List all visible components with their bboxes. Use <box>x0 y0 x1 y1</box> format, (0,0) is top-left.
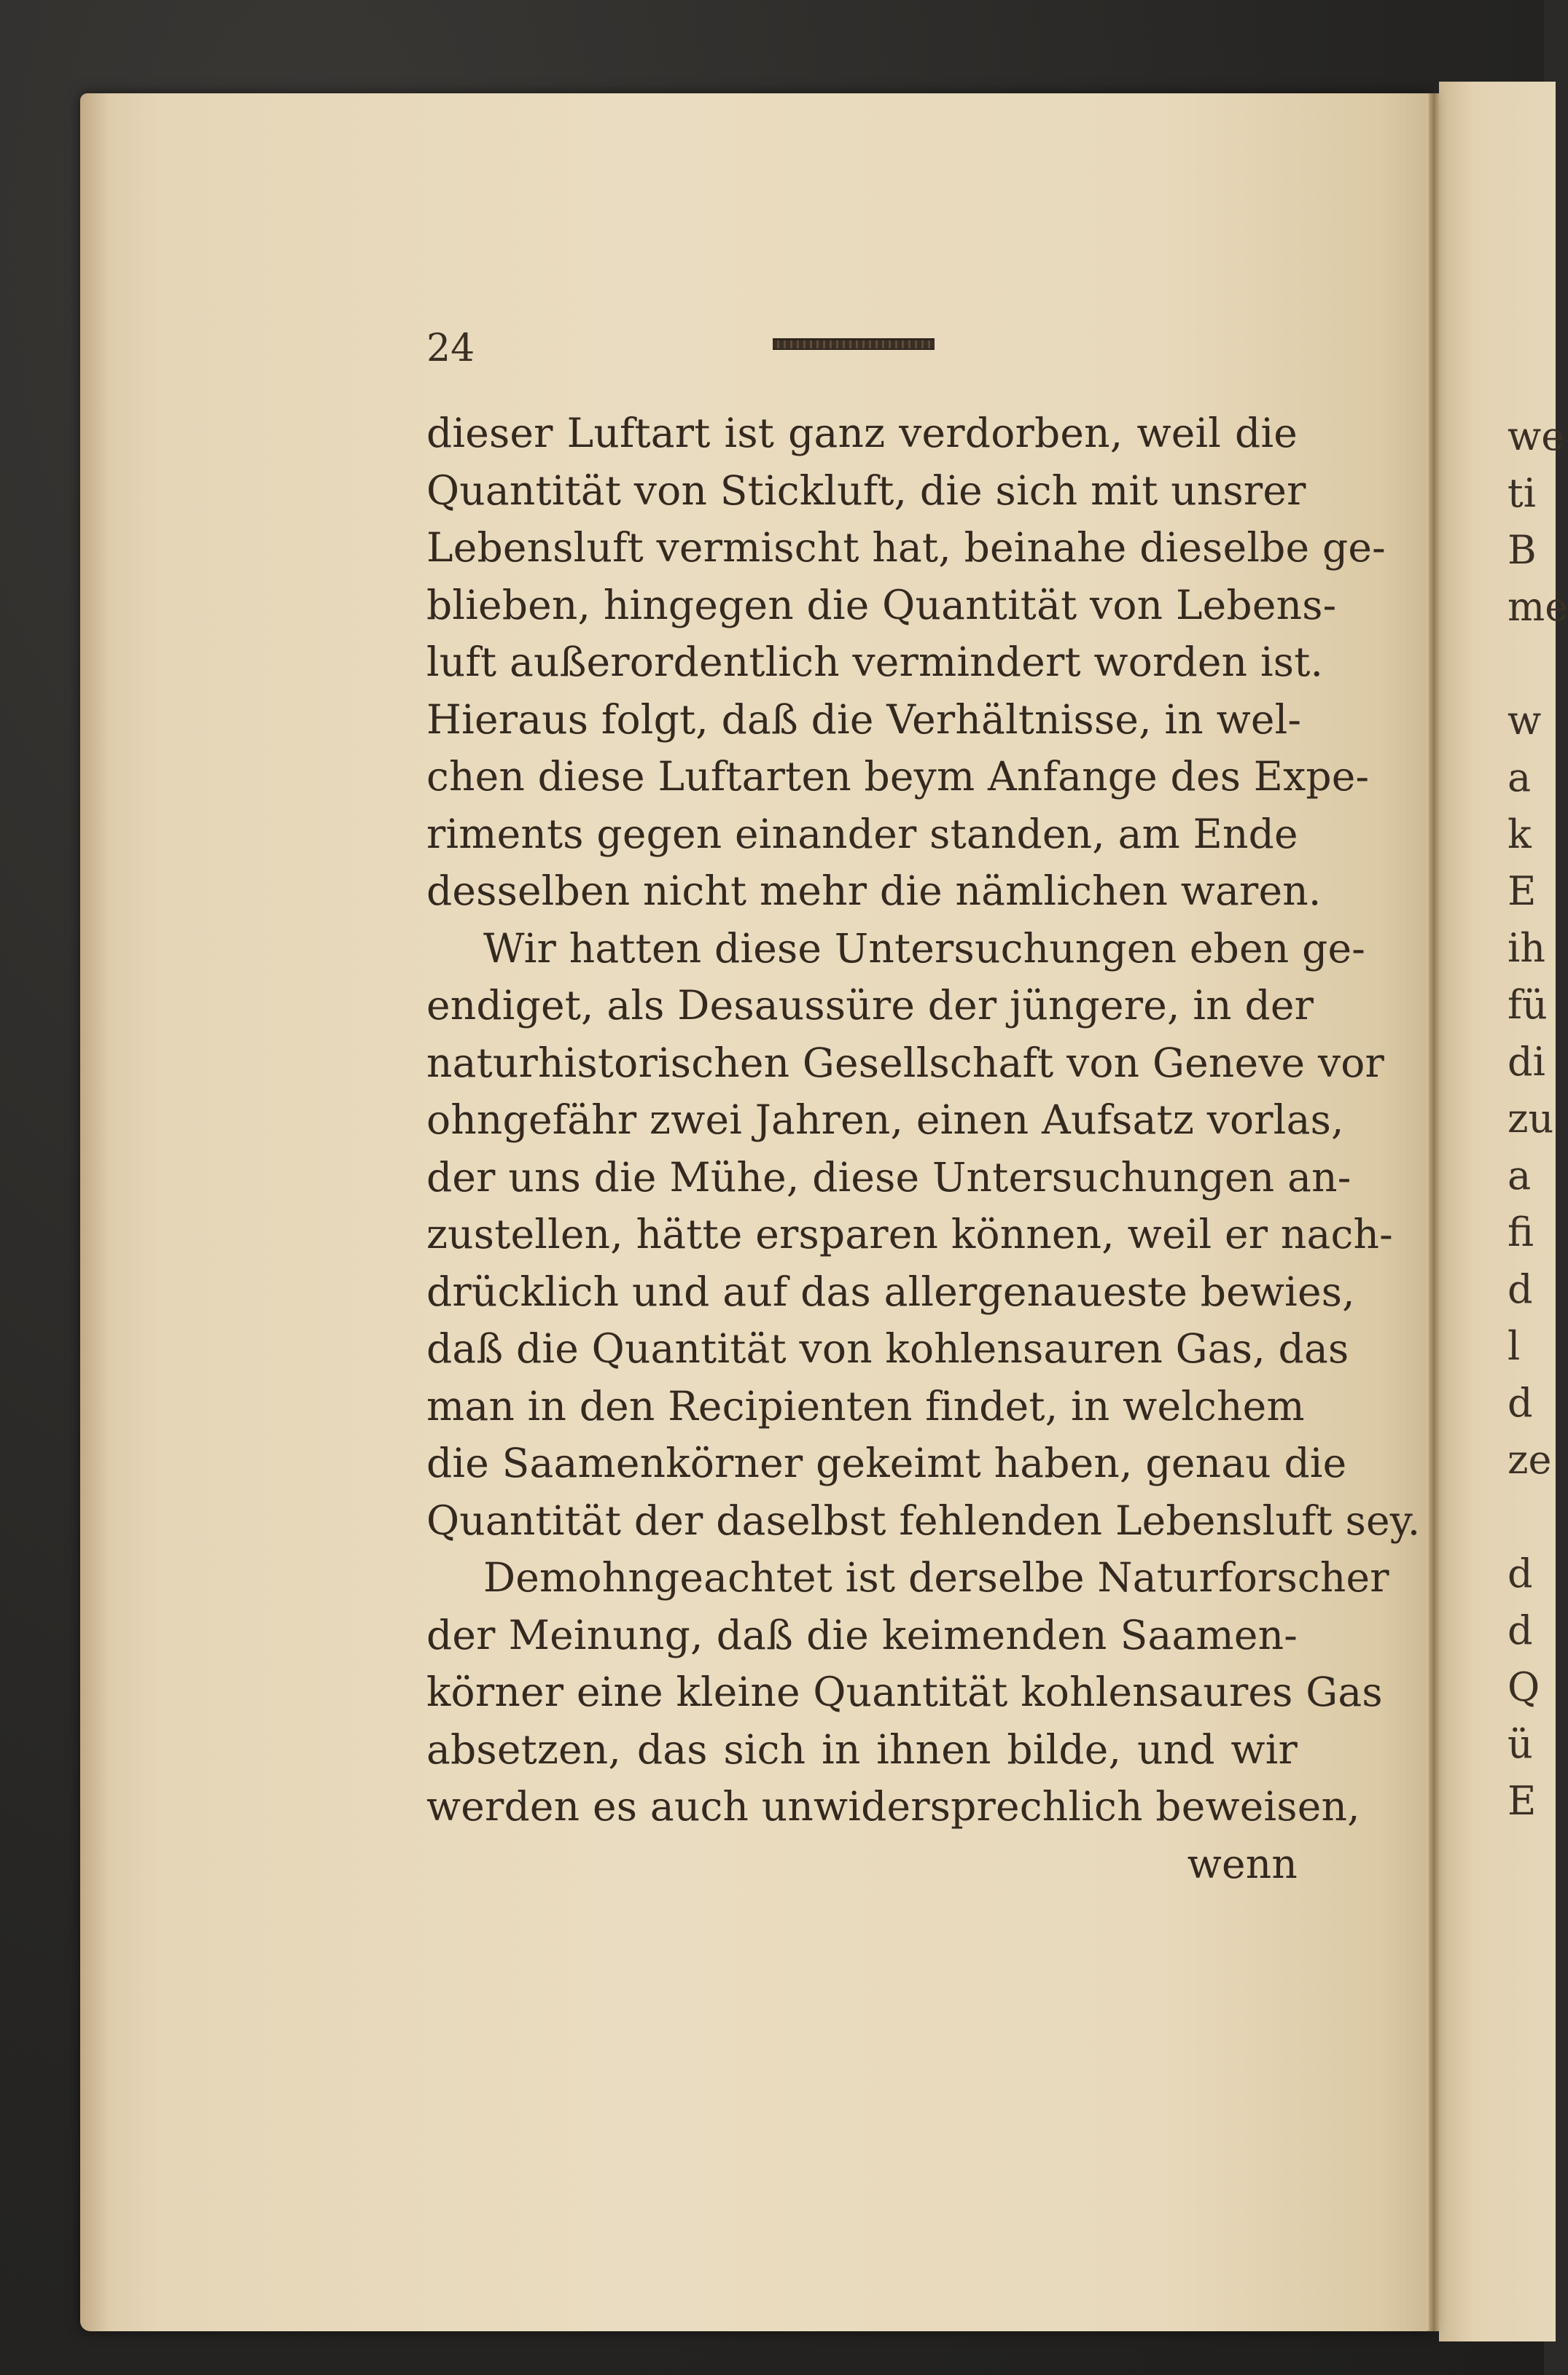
text-line: daß die Quantität von kohlensauren Gas, das <box>426 1325 1349 1372</box>
text-line: Hieraus folgt, daß die Verhältnisse, in wel- <box>426 695 1302 743</box>
text-line: zustellen, hätte ersparen können, weil er nach- <box>426 1211 1393 1257</box>
body-text <box>426 405 1421 1892</box>
facing-text-fragment: ü <box>1507 1721 1533 1767</box>
facing-text-fragment: ih <box>1507 925 1546 971</box>
facing-page-text <box>1507 408 1568 1830</box>
text-line: ohngefähr zwei Jahren, einen Aufsatz vorlas, <box>426 1096 1344 1143</box>
facing-text-fragment: E <box>1507 868 1537 914</box>
facing-text-fragment: a <box>1507 1153 1532 1198</box>
text-line: die Saamenkörner gekeimt haben, genau die <box>426 1440 1347 1486</box>
text-line: absetzen, das sich in ihnen bilde, und wir <box>426 1725 1298 1773</box>
text-line: desselben nicht mehr die nämlichen waren. <box>426 867 1322 914</box>
facing-text-fragment: d <box>1507 1266 1533 1312</box>
text-line: blieben, hingegen die Quantität von Lebens- <box>426 581 1337 628</box>
page-number: 24 <box>426 327 475 370</box>
text-line: der uns die Mühe, diese Untersuchungen an- <box>426 1153 1351 1201</box>
text-line: chen diese Luftarten beym Anfange des Expe- <box>426 753 1370 800</box>
text-line: Lebensluft vermischt hat, beinahe dieselbe ge- <box>426 524 1386 571</box>
text-line: luft außerordentlich vermindert worden ist. <box>426 639 1324 685</box>
text-line: dieser Luftart ist ganz verdorben, weil die <box>426 410 1298 456</box>
text-line: riments gegen einander standen, am Ende <box>426 810 1298 857</box>
facing-text-fragment: B <box>1507 527 1537 573</box>
facing-text-fragment: ti <box>1507 470 1536 516</box>
facing-text-fragment: Q <box>1507 1664 1540 1710</box>
text-line: man in den Recipienten findet, in welchem <box>426 1382 1305 1430</box>
text-line: der Meinung, daß die keimenden Saamen- <box>426 1611 1298 1658</box>
facing-text-fragment: E <box>1507 1778 1537 1824</box>
header-ornament-rule <box>773 338 935 350</box>
facing-text-fragment: d <box>1507 1551 1533 1596</box>
facing-text-fragment: k <box>1507 811 1532 857</box>
facing-text-fragment: we <box>1507 413 1565 459</box>
text-line: Quantität der daselbst fehlenden Lebensluft sey. <box>426 1497 1421 1544</box>
book-gutter <box>1429 93 1439 2331</box>
facing-text-fragment: di <box>1507 1039 1545 1085</box>
facing-text-fragment <box>1507 636 1551 693</box>
text-line: Wir hatten diese Untersuchungen eben ge- <box>483 924 1366 972</box>
facing-text-fragment: w <box>1507 698 1542 744</box>
page-edge-shading <box>80 93 109 2331</box>
facing-text-fragment: d <box>1507 1607 1533 1653</box>
facing-text-fragment: d <box>1507 1380 1533 1426</box>
facing-text-fragment: fü <box>1507 982 1548 1028</box>
facing-text-fragment: zu <box>1507 1096 1554 1142</box>
text-line: körner eine kleine Quantität kohlensaures Gas <box>426 1669 1383 1715</box>
text-line: Quantität von Stickluft, die sich mit unsrer <box>426 467 1306 514</box>
text-line: endiget, als Desaussüre der jüngere, in der <box>426 982 1314 1029</box>
facing-text-fragment: a <box>1507 754 1532 800</box>
text-line: naturhistorischen Gesellschaft von Geneve vor <box>426 1039 1385 1086</box>
text-line: Demohngeachtet ist derselbe Naturforscher <box>483 1554 1389 1601</box>
text-line: werden es auch unwidersprechlich beweisen, <box>426 1783 1360 1830</box>
facing-text-fragment: l <box>1507 1323 1521 1369</box>
text-line: drücklich und auf das allergenaueste bewies, <box>426 1268 1355 1315</box>
facing-text-fragment: ze <box>1507 1437 1552 1483</box>
facing-text-fragment: fi <box>1507 1209 1534 1255</box>
text-line: wenn <box>1187 1840 1298 1887</box>
facing-text-fragment: me <box>1507 584 1568 630</box>
facing-text-fragment <box>1507 1489 1551 1545</box>
